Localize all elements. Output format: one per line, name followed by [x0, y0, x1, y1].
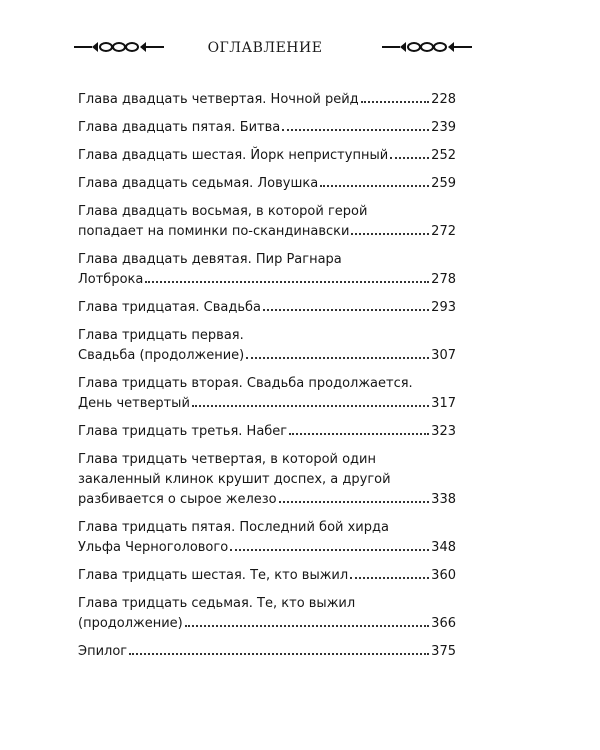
toc-entry — [78, 450, 456, 510]
toc-entry-title-line: Глава тридцать четвертая, в которой один — [78, 452, 376, 467]
toc-entry — [78, 326, 456, 366]
toc-entry — [78, 566, 456, 586]
toc-page-number: 307 — [431, 348, 456, 363]
dot-leader — [279, 500, 430, 503]
toc-entry-title-line: Глава тридцать первая. — [78, 328, 244, 343]
toc-entry-title-line: Глава тридцатая. Свадьба — [78, 300, 262, 315]
toc-page-number: 272 — [431, 224, 456, 239]
toc-entry-last-line — [78, 270, 456, 290]
toc-page-number: 293 — [431, 300, 456, 315]
dot-leader — [351, 232, 429, 235]
table-of-contents — [78, 90, 456, 670]
toc-page-number: 278 — [431, 272, 456, 287]
toc-page-number: 348 — [431, 540, 456, 555]
toc-entry-last-line — [78, 146, 456, 166]
toc-page-number: 338 — [431, 492, 456, 507]
toc-entry-title-line: Глава двадцать восьмая, в которой герой — [78, 204, 368, 219]
toc-entry-last-line — [78, 490, 456, 510]
toc-entry — [78, 298, 456, 318]
dot-leader — [361, 100, 430, 103]
toc-page-number: 360 — [431, 568, 456, 583]
toc-page-number: 317 — [431, 396, 456, 411]
toc-entry-title-line: Глава двадцать девятая. Пир Рагнара — [78, 252, 342, 267]
toc-page-number: 252 — [431, 148, 456, 163]
toc-entry-title-line: Эпилог — [78, 644, 128, 659]
toc-entry-title-line: День четвертый — [78, 396, 190, 411]
toc-entry-title-line: Ульфа Черноголового — [78, 540, 229, 555]
dot-leader — [282, 128, 429, 131]
toc-entry-last-line — [78, 346, 456, 366]
dot-leader — [289, 432, 429, 435]
toc-entry-last-line — [78, 566, 456, 586]
dot-leader — [185, 624, 429, 627]
dot-leader — [145, 280, 429, 283]
ornament-icon — [382, 39, 472, 55]
toc-entry-last-line — [78, 642, 456, 662]
toc-entry-title-line: Глава тридцать третья. Набег — [78, 424, 288, 439]
toc-page-number: 228 — [431, 92, 456, 107]
toc-entry-title-line: Глава тридцать седьмая. Те, кто выжил — [78, 596, 356, 611]
toc-entry-title-line: Глава двадцать пятая. Битва — [78, 120, 281, 135]
toc-entry — [78, 250, 456, 290]
toc-page-number: 366 — [431, 616, 456, 631]
toc-page-number: 239 — [431, 120, 456, 135]
dot-leader — [246, 356, 429, 359]
toc-entry — [78, 422, 456, 442]
toc-entry-last-line — [78, 394, 456, 414]
toc-entry-last-line — [78, 90, 456, 110]
toc-entry-title-line: Глава тридцать вторая. Свадьба продолжается. — [78, 376, 413, 391]
toc-entry — [78, 118, 456, 138]
toc-entry-title-line: попадает на поминки по-скандинавски — [78, 224, 350, 239]
toc-entry-title-line: Глава двадцать седьмая. Ловушка — [78, 176, 319, 191]
page-title: ОГЛАВЛЕНИЕ — [207, 40, 323, 56]
toc-page-number: 259 — [431, 176, 456, 191]
toc-entry — [78, 174, 456, 194]
toc-entry-title-line: Глава тридцать пятая. Последний бой хирда — [78, 520, 389, 535]
toc-entry-title-line: закаленный клинок крушит доспех, а другой — [78, 472, 391, 487]
toc-entry — [78, 642, 456, 662]
toc-entry-last-line — [78, 174, 456, 194]
toc-entry-title-line: Глава тридцать шестая. Те, кто выжил — [78, 568, 349, 583]
dot-leader — [390, 156, 429, 159]
toc-entry-title-line: Глава двадцать четвертая. Ночной рейд — [78, 92, 359, 107]
toc-entry-last-line — [78, 222, 456, 242]
dot-leader — [230, 548, 429, 551]
toc-entry-last-line — [78, 422, 456, 442]
toc-entry-last-line — [78, 614, 456, 634]
toc-entry-title-line: (продолжение) — [78, 616, 183, 631]
toc-entry-last-line — [78, 118, 456, 138]
toc-entry — [78, 202, 456, 242]
toc-page-number: 323 — [431, 424, 456, 439]
toc-entry-title-line: разбивается о сырое железо — [78, 492, 277, 507]
toc-entry — [78, 146, 456, 166]
toc-entry — [78, 374, 456, 414]
toc-entry — [78, 594, 456, 634]
dot-leader — [263, 308, 429, 311]
toc-entry-last-line — [78, 298, 456, 318]
dot-leader — [320, 184, 429, 187]
toc-entry — [78, 90, 456, 110]
dot-leader — [192, 404, 429, 407]
toc-header — [60, 34, 470, 62]
toc-page-number: 375 — [431, 644, 456, 659]
toc-entry-last-line — [78, 538, 456, 558]
toc-entry-title-line: Лотброка — [78, 272, 144, 287]
toc-entry — [78, 518, 456, 558]
dot-leader — [350, 576, 429, 579]
dot-leader — [129, 652, 429, 655]
toc-entry-title-line: Свадьба (продолжение) — [78, 348, 245, 363]
toc-entry-title-line: Глава двадцать шестая. Йорк неприступный — [78, 148, 389, 163]
